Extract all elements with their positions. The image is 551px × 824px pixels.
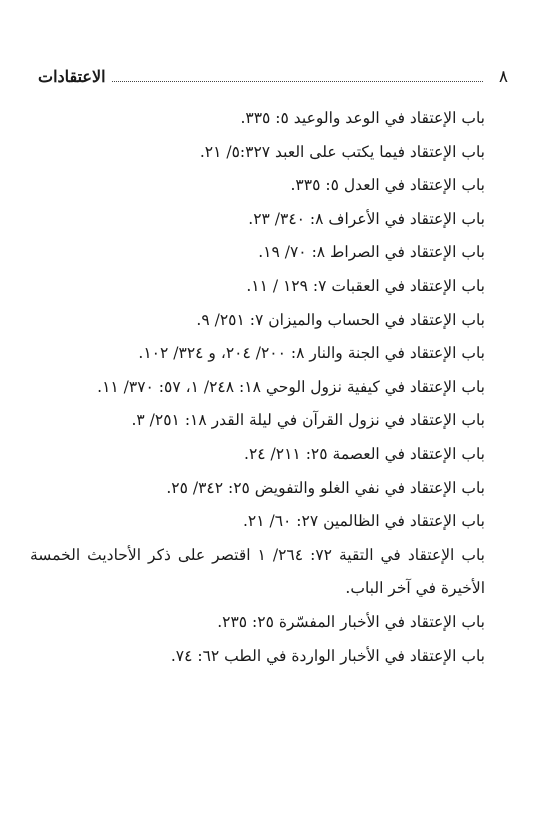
- index-entry: باب الإعتقاد في الحساب والميزان ٧: ٢٥١/ ٩.: [196, 310, 485, 329]
- header-title: الاعتقادات: [38, 67, 106, 86]
- header-dotted-leader: [112, 80, 483, 82]
- index-entry: باب الإعتقاد في كيفية نزول الوحي ١٨: ٢٤٨/ ١، ٥٧: ٣٧٠/ ١١.: [97, 377, 485, 396]
- index-entry: باب الإعتقاد في الأخبار المفسّرة ٢٥: ٢٣٥.: [217, 612, 485, 631]
- index-entry: باب الإعتقاد في نفي الغلو والتفويض ٢٥: ٣٤٢/ ٢٥.: [166, 478, 485, 497]
- page-number: ٨: [498, 67, 508, 87]
- index-entry: باب الإعتقاد في نزول القرآن في ليلة القدر ١٨: ٢٥١/ ٣.: [131, 411, 485, 430]
- index-entry: باب الإعتقاد في الوعد والوعيد ٥: ٣٣٥.: [240, 109, 485, 127]
- index-entry: باب الإعتقاد في الصراط ٨: ٧٠/ ١٩.: [258, 243, 485, 262]
- index-entry-list: [30, 102, 485, 673]
- running-header: [38, 66, 508, 88]
- index-entry: باب الإعتقاد في الجنة والنار ٨: ٢٠٠/ ٢٠٤، و ٣٢٤/ ١٠٢.: [138, 344, 485, 363]
- index-entry: باب الإعتقاد في الأعراف ٨: ٣٤٠/ ٢٣.: [248, 209, 485, 228]
- index-entry: باب الإعتقاد في العدل ٥: ٣٣٥.: [290, 176, 485, 195]
- index-entry: باب الإعتقاد في العصمة ٢٥: ٢١١/ ٢٤.: [244, 444, 485, 463]
- index-entry: باب الإعتقاد في الأخبار الواردة في الطب ٦٢: ٧٤.: [170, 646, 485, 665]
- index-entry: باب الإعتقاد فيما يكتب على العبد ٥:٣٢٧/ ٢١.: [199, 142, 485, 161]
- index-entry: باب الإعتقاد في التقية ٧٢: ٢٦٤/ ١ اقتصر على ذكر الأحاديث الخمسة الأخيرة في آخر الباب.: [30, 545, 485, 598]
- index-entry: باب الإعتقاد في العقبات ٧: ١٢٩ / ١١.: [246, 276, 485, 295]
- index-entry: باب الإعتقاد في الظالمين ٢٧: ٦٠/ ٢١.: [242, 512, 485, 531]
